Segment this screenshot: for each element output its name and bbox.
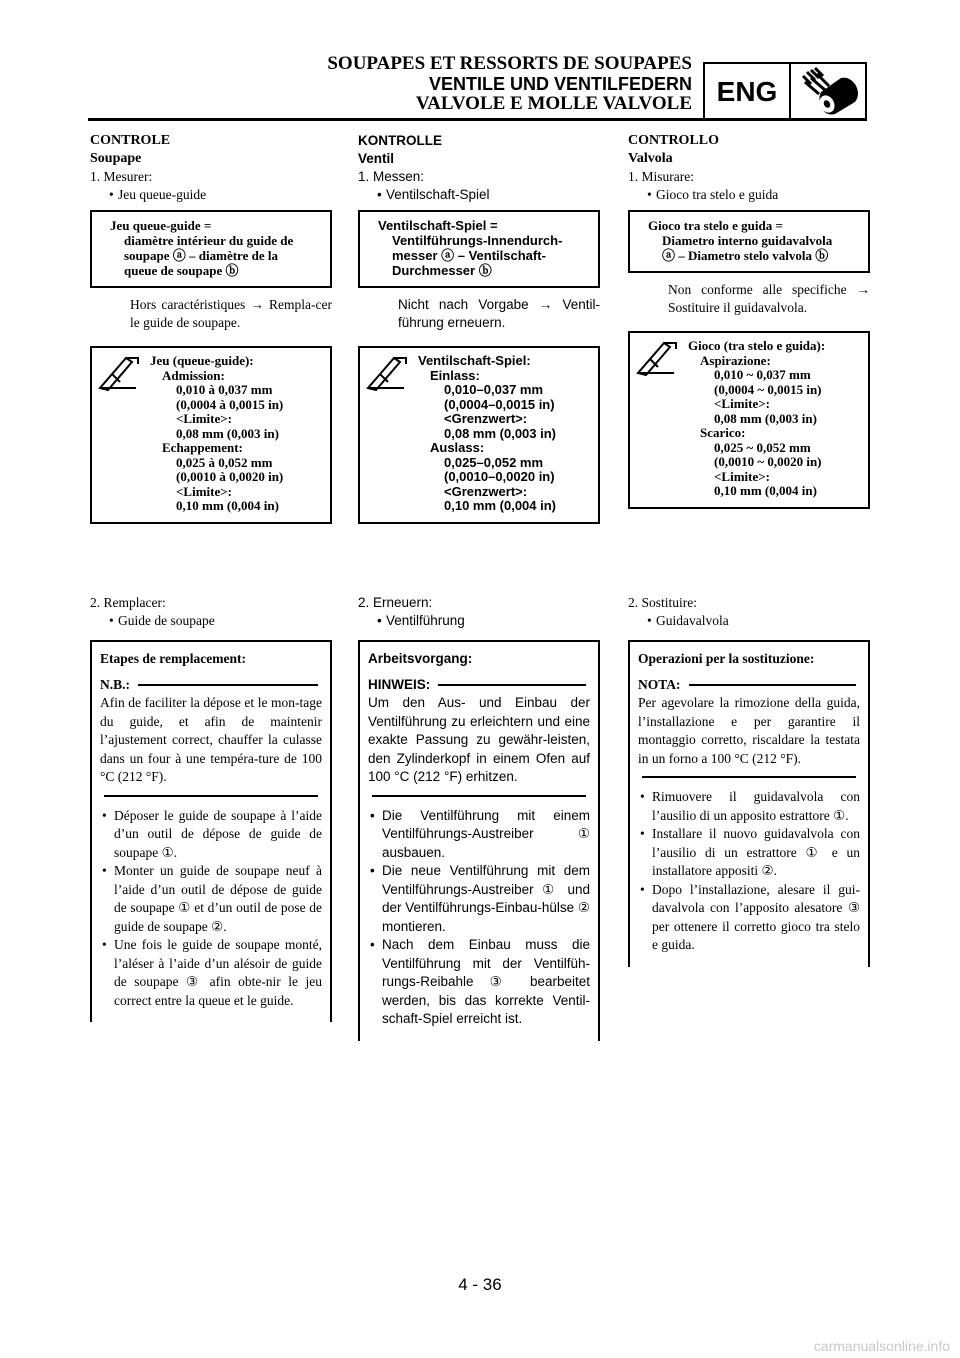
step-1-bullet: • Gioco tra stelo e guida [628, 186, 870, 204]
note-rule [138, 684, 318, 686]
note-label: N.B.: [100, 677, 130, 692]
limit-value: 0,010–0,037 mm [444, 382, 544, 397]
limit-value: 0,010 à 0,037 mm [176, 382, 273, 397]
limit-title: Ventilschaft-Spiel: [418, 353, 531, 368]
limit-intake-label: Aspirazione: [700, 352, 771, 368]
limit-label: <Grenzwert>: [444, 411, 528, 426]
procedure-step: • Une fois le guide de soupape monté, l’aléser à l’aide d’un alésoir de guide de soupape ③ afin obte-nir le jeu correct entre la queue et le guide. [100, 936, 322, 1010]
note-text: Um den Aus- und Einbau der Ventilführung zu erleichtern und eine exakte Passung zu gewähr-leisten, den Zylinderkopf in einem Ofen auf 100 °C (212 °F) erhitzen. [368, 695, 590, 784]
formula-line: messer ⓐ – Ventilschaft- [392, 248, 546, 263]
step-1: 1. Misurare: [628, 169, 694, 184]
note-text: Per agevolare la rimozione della guida, l’installazione e per garantire il montaggio corretto, riscaldare la testata in un forno a 100 °C (212 °F). [638, 695, 860, 766]
limit-exhaust-label: Echappement: [162, 440, 243, 455]
procedure-step: • Rimuovere il guidavalvola con l’ausilio di un apposito estrattore ①. [638, 788, 860, 825]
limit-title: Gioco (tra stelo e guida): [688, 338, 826, 353]
replace-section-italian [628, 594, 870, 967]
limit-label: <Limite>: [176, 411, 232, 426]
subsection-title: Soupape [90, 151, 142, 166]
formula-line: soupape ⓐ – diamètre de la [124, 248, 278, 263]
step-1: 1. Mesurer: [90, 169, 153, 184]
limit-title: Jeu (queue-guide): [150, 353, 254, 368]
procedure-step: • Dopo l’installazione, alesare il gui-davalvola con l’apposito alesatore ③ per ottenere il corretto gioco tra stelo e guida. [638, 881, 860, 955]
limit-value: (0,0004–0,0015 in) [444, 396, 555, 412]
formula-line: Diametro interno guidavalvola [662, 233, 833, 248]
procedure-step: • Die Ventilführung mit einem Ventilführungs-Austreiber ① ausbauen. [368, 807, 590, 863]
step-2: 2. Sostituire: [628, 595, 698, 610]
formula-line: ⓐ – Diametro stelo valvola ⓑ [662, 248, 829, 263]
procedure-step: • Monter un guide de soupape neuf à l’aide d’un outil de dépose de guide de soupape ① et d’un outil de pose de guide de soupape ②. [100, 862, 322, 936]
spring-icon [797, 66, 863, 118]
formula-line: Jeu queue-guide = [110, 218, 212, 233]
limit-label: <Limite>: [714, 468, 770, 484]
note-label: HINWEIS: [368, 677, 431, 692]
title-fr: SOUPAPES ET RESSORTS DE SOUPAPES [327, 53, 692, 74]
subsection-title: Ventil [358, 151, 395, 166]
limit-value: 0,10 mm (0,004 in) [176, 498, 279, 513]
procedure-step: • Die neue Ventilführung mit dem Ventilführungs-Austreiber ① und der Ventilführungs-Einbau-hülse ② montieren. [368, 862, 590, 936]
caliper-icon [96, 352, 142, 394]
out-of-spec-text: Nicht nach Vorgabe → Ventil-führung erneuern. [398, 297, 600, 330]
out-of-spec-text: Non conforme alle specifiche → Sostituire il guidavalvola. [668, 282, 870, 315]
note-end-rule [372, 795, 586, 797]
column-french [90, 132, 332, 524]
procedure-box [90, 640, 332, 1022]
limit-intake-label: Einlass: [430, 367, 480, 383]
limit-spec-box [90, 346, 332, 524]
limit-value: 0,08 mm (0,003 in) [444, 425, 556, 441]
limit-label: <Grenzwert>: [444, 483, 528, 499]
limit-label: <Limite>: [176, 483, 232, 499]
formula-line: queue de soupape ⓑ [124, 263, 239, 278]
note-heading [368, 676, 590, 694]
formula-line: diamètre intérieur du guide de [124, 233, 294, 248]
formula-line: Gioco tra stelo e guida = [648, 218, 783, 233]
title-de: VENTILE UND VENTILFEDERN [428, 74, 692, 94]
limit-spec-box [358, 346, 600, 524]
limit-value: (0,0010 à 0,0020 in) [176, 469, 284, 484]
subsection-title: Valvola [628, 151, 673, 166]
limit-value: 0,010 ~ 0,037 mm [714, 367, 811, 382]
limit-value: 0,025–0,052 mm [444, 454, 544, 470]
title-it: VALVOLE E MOLLE VALVOLE [415, 93, 692, 114]
note-rule [689, 684, 857, 686]
procedure-step: • Nach dem Einbau muss die Ventilführung mit der Ventilfüh-rungs-Reibahle ③ bearbeitet werden, bis das korrekte Ventil-schaft-Spiel erreicht ist. [368, 936, 590, 1029]
procedure-step: • Déposer le guide de soupape à l’aide d’un outil de dépose de guide de soupape ①. [100, 807, 322, 863]
note-rule [438, 684, 586, 686]
section-title: CONTROLLO [628, 133, 720, 148]
limit-value: (0,0010 ~ 0,0020 in) [714, 454, 822, 469]
note-end-rule [104, 795, 318, 797]
badge-label: ENG [705, 64, 791, 119]
page-header-titles [327, 54, 692, 114]
step-2: 2. Remplacer: [90, 595, 166, 610]
procedure-step: • Installare il nuovo guidavalvola con l’ausilio di un estrattore ① e un installatore appositi ②. [638, 825, 860, 881]
step-1-bullet: • Jeu queue-guide [90, 186, 332, 204]
section-title: KONTROLLE [358, 133, 442, 148]
caliper-icon [364, 352, 410, 394]
limit-intake-label: Admission: [162, 367, 225, 383]
header-rule [88, 118, 867, 121]
procedure-box [358, 640, 600, 1041]
step-1: 1. Messen: [358, 169, 425, 184]
step-1-bullet: • Ventilschaft-Spiel [358, 186, 600, 204]
limit-exhaust-label: Scarico: [700, 425, 746, 440]
page-number: 4 - 36 [458, 1275, 502, 1294]
column-italian [628, 132, 870, 509]
step-2-bullet: • Ventilführung [358, 612, 600, 630]
limit-spec-box [628, 331, 870, 509]
step-2-bullet: • Guide de soupape [90, 612, 332, 630]
step-2-bullet: • Guidavalvola [628, 612, 870, 630]
step-2: 2. Erneuern: [358, 595, 433, 610]
replace-section-german [358, 594, 600, 1041]
formula-line: Durchmesser ⓑ [392, 263, 492, 278]
note-text: Afin de faciliter la dépose et le mon-tage du guide, et afin de maintenir l’ajustement correct, chauffer la culasse dans un four à une tempéra-ture de 100 °C (212 °F). [100, 695, 322, 784]
limit-value: 0,10 mm (0,004 in) [444, 498, 556, 513]
caliper-icon [634, 337, 680, 379]
formula-line: Ventilschaft-Spiel = [378, 218, 498, 233]
limit-value: (0,0004 à 0,0015 in) [176, 396, 284, 412]
formula-line: Ventilführungs-Innendurch- [392, 233, 563, 248]
formula-box [628, 210, 870, 273]
formula-box [90, 210, 332, 288]
limit-value: 0,08 mm (0,003 in) [176, 425, 279, 441]
procedure-title: Etapes de remplacement: [100, 651, 246, 666]
formula-box [358, 210, 600, 288]
replace-section-french [90, 594, 332, 1022]
limit-value: (0,0004 ~ 0,0015 in) [714, 381, 822, 397]
note-heading [100, 676, 322, 694]
note-heading [638, 676, 860, 694]
limit-label: <Limite>: [714, 396, 770, 411]
limit-value: 0,10 mm (0,004 in) [714, 483, 817, 498]
procedure-title: Operazioni per la sostituzione: [638, 651, 815, 666]
note-end-rule [642, 776, 856, 778]
limit-value: 0,025 à 0,052 mm [176, 454, 273, 470]
limit-value: 0,08 mm (0,003 in) [714, 410, 817, 426]
limit-exhaust-label: Auslass: [430, 440, 485, 455]
note-label: NOTA: [638, 677, 681, 692]
watermark: carmanualsonline.info [813, 1338, 950, 1354]
procedure-box [628, 640, 870, 967]
procedure-title: Arbeitsvorgang: [368, 651, 473, 666]
limit-value: 0,025 ~ 0,052 mm [714, 439, 811, 455]
out-of-spec-text: Hors caractéristiques → Rempla-cer le guide de soupape. [130, 297, 332, 330]
column-german [358, 132, 600, 524]
section-badge [703, 62, 867, 121]
section-title: CONTROLE [90, 133, 171, 148]
limit-value: (0,0010–0,0020 in) [444, 469, 555, 484]
